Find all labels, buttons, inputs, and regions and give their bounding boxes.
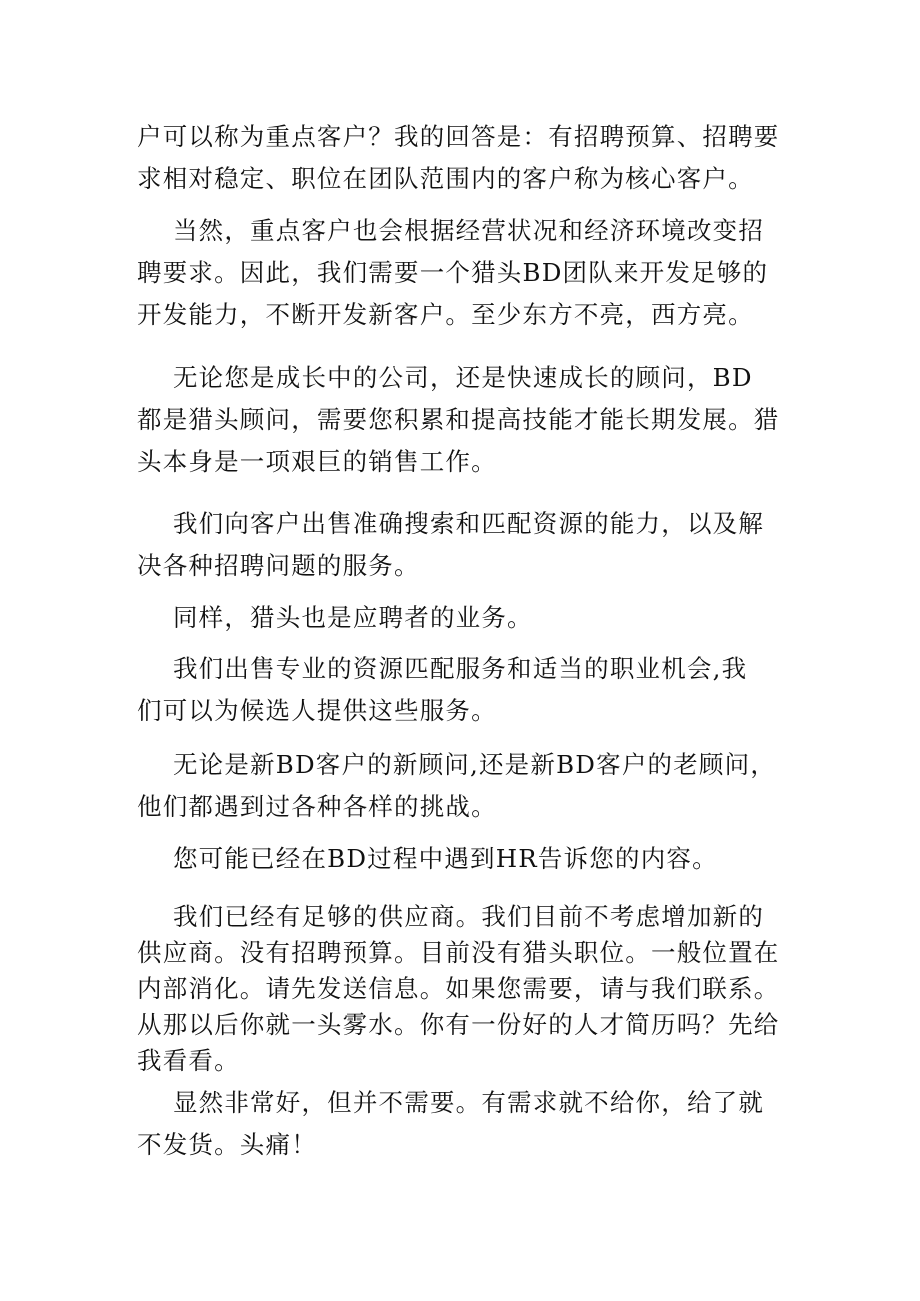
- paragraph-10: 显然非常好，但并不需要。有需求就不给你，给了就 不发货。头痛！: [137, 1088, 765, 1159]
- paragraph-6: 我们出售专业的资源匹配服务和适当的职业机会,我 们可以为候选人提供这些服务。: [137, 654, 748, 725]
- paragraph-1: 户可以称为重点客户？我的回答是：有招聘预算、招聘要 求相对稳定、职位在团队范围内的客户称为核心客户。: [137, 122, 780, 193]
- paragraph-3: 无论您是成长中的公司，还是快速成长的顾问，BD 都是猎头顾问，需要您积累和提高技能才能长期发展。猎 头本身是一项艰巨的销售工作。: [137, 363, 780, 476]
- paragraph-9: 我们已经有足够的供应商。我们目前不考虑增加新的 供应商。没有招聘预算。目前没有猎头职位。一般位置在 内部消化。请先发送信息。如果您需要，请与我们联系。 从那以后你就一头雾水。你有一份好的人才简历吗？先给 我看看。: [137, 902, 780, 1075]
- paragraph-5: 同样，猎头也是应聘者的业务。: [137, 603, 533, 632]
- paragraph-8: 您可能已经在BD过程中遇到HR告诉您的内容。: [137, 844, 718, 873]
- paragraph-4: 我们向客户出售准确搜索和匹配资源的能力，以及解 决各种招聘问题的服务。: [137, 509, 765, 580]
- paragraph-2: 当然，重点客户也会根据经营状况和经济环境改变招 聘要求。因此，我们需要一个猎头BD团队来开发足够的 开发能力，不断开发新客户。至少东方不亮，西方亮。: [137, 216, 769, 329]
- paragraph-7: 无论是新BD客户的新顾问,还是新BD客户的老顾问， 他们都遇到过各种各样的挑战。: [137, 750, 777, 821]
